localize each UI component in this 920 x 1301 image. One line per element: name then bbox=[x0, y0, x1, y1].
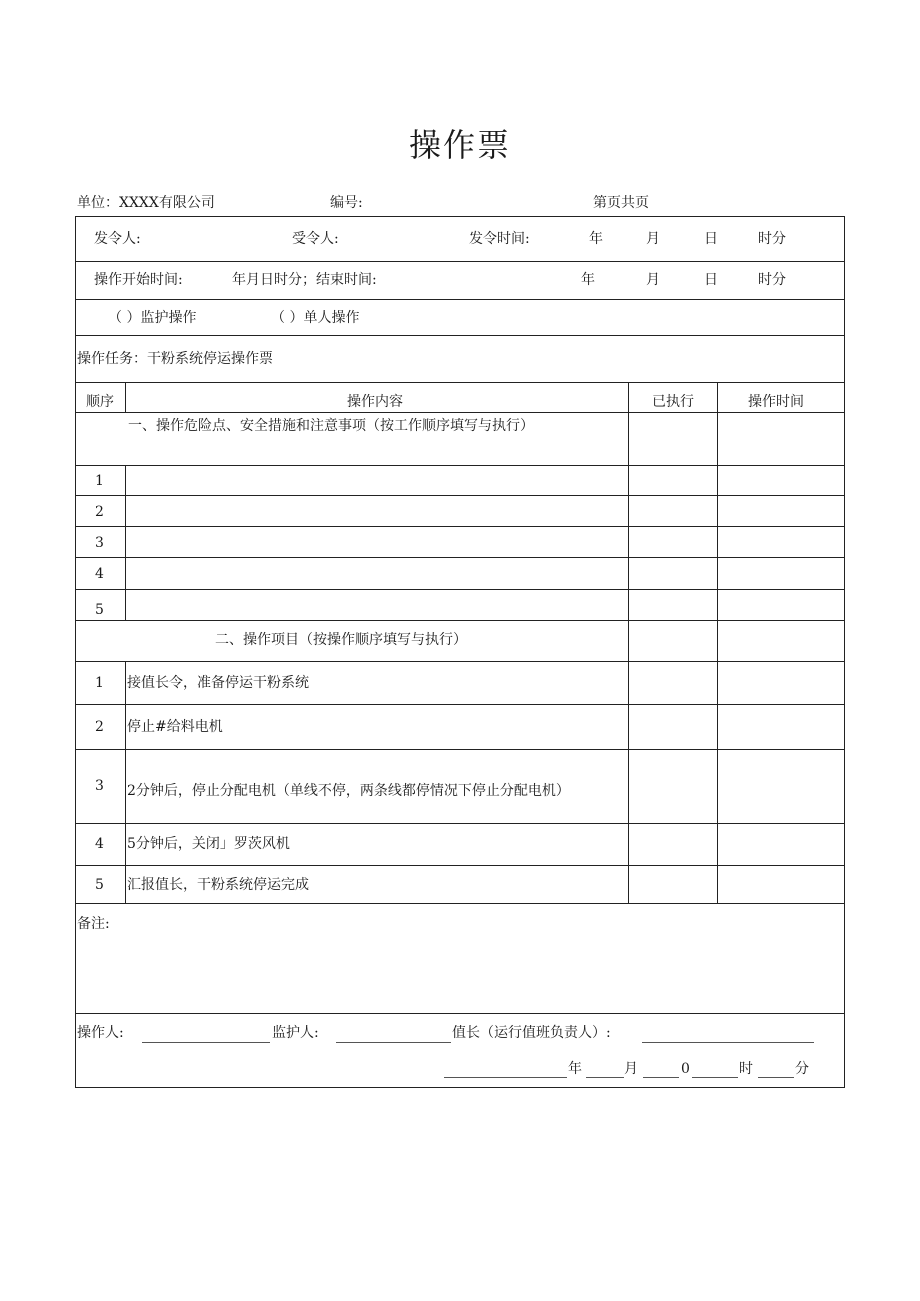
issue-month-label: 月 bbox=[646, 231, 660, 247]
day-blank-line[interactable] bbox=[643, 1077, 679, 1078]
number-label: 编号: bbox=[330, 195, 363, 211]
unit-label: 单位：XXXX有限公司 bbox=[77, 195, 215, 211]
issue-hour-minute-label: 时分 bbox=[758, 231, 786, 247]
end-day-label: 日 bbox=[704, 272, 718, 288]
section2-row-seq: 1 bbox=[95, 675, 104, 691]
section1-row-seq: 5 bbox=[95, 602, 104, 618]
sign-minute-label: 分 bbox=[795, 1061, 809, 1077]
document-title: 操作票 bbox=[408, 126, 511, 164]
end-hour-minute-label: 时分 bbox=[758, 272, 786, 288]
operator-label: 操作人: bbox=[77, 1025, 124, 1041]
single-operation-checkbox[interactable]: （ ）单人操作 bbox=[271, 310, 360, 326]
supervisor-label: 监护人: bbox=[272, 1025, 319, 1041]
issue-year-label: 年 bbox=[589, 231, 603, 247]
issue-day-label: 日 bbox=[704, 231, 718, 247]
shift-leader-label: 值长（运行值班负责人）: bbox=[452, 1025, 611, 1041]
sign-year-label: 年 bbox=[568, 1061, 582, 1077]
section2-title: 二、操作项目（按操作顺序填写与执行） bbox=[215, 632, 467, 648]
section1-row-seq: 2 bbox=[95, 504, 104, 520]
start-time-label: 操作开始时间: bbox=[94, 272, 183, 288]
hour-blank-line[interactable] bbox=[692, 1077, 738, 1078]
shift-leader-signature-line[interactable] bbox=[642, 1042, 814, 1043]
receiver-label: 受令人: bbox=[292, 231, 339, 247]
remarks-label: 备注: bbox=[77, 916, 110, 932]
seq-header: 顺序 bbox=[86, 394, 114, 410]
executed-header: 已执行 bbox=[652, 394, 694, 410]
sign-hour-label: 时 bbox=[739, 1061, 753, 1077]
section2-row-seq: 5 bbox=[95, 877, 104, 893]
section1-row-seq: 3 bbox=[95, 535, 104, 551]
time-header: 操作时间 bbox=[748, 394, 804, 410]
section2-row-content: 汇报值长，干粉系统停运完成 bbox=[127, 877, 309, 893]
minute-blank-line[interactable] bbox=[758, 1077, 794, 1078]
section1-row-seq: 4 bbox=[95, 566, 104, 582]
issuer-label: 发令人: bbox=[94, 231, 141, 247]
section2-row-content: 接值长令，准备停运干粉系统 bbox=[127, 675, 309, 691]
month-blank-line[interactable] bbox=[586, 1077, 624, 1078]
section2-row-content: 2分钟后，停止分配电机（单线不停，两条线都停情况下停止分配电机） bbox=[127, 783, 570, 799]
supervisor-signature-line[interactable] bbox=[336, 1042, 451, 1043]
section2-row-seq: 4 bbox=[95, 836, 104, 852]
section1-title: 一、操作危险点、安全措施和注意事项（按工作顺序填写与执行） bbox=[128, 418, 534, 434]
content-header: 操作内容 bbox=[347, 394, 403, 410]
start-units-end-label: 年月日时分；结束时间: bbox=[232, 272, 377, 288]
section2-row-content: 5分钟后，关闭」罗茨风机 bbox=[127, 836, 290, 852]
sign-zero-label: 0 bbox=[681, 1061, 690, 1077]
end-year-label: 年 bbox=[581, 272, 595, 288]
sign-month-label: 月 bbox=[624, 1061, 638, 1077]
page-info: 第页共页 bbox=[593, 195, 649, 211]
section1-row-seq: 1 bbox=[95, 473, 104, 489]
task-label: 操作任务：干粉系统停运操作票 bbox=[77, 351, 273, 367]
section2-row-seq: 3 bbox=[95, 778, 104, 794]
end-month-label: 月 bbox=[646, 272, 660, 288]
section2-row-content: 停止#给料电机 bbox=[127, 719, 223, 735]
operator-signature-line[interactable] bbox=[142, 1042, 270, 1043]
date-blank-line[interactable] bbox=[444, 1077, 567, 1078]
issue-time-label: 发令时间: bbox=[469, 231, 530, 247]
supervised-operation-checkbox[interactable]: （ ）监护操作 bbox=[108, 310, 197, 326]
operation-ticket-form bbox=[75, 216, 845, 1088]
section2-row-seq: 2 bbox=[95, 719, 104, 735]
